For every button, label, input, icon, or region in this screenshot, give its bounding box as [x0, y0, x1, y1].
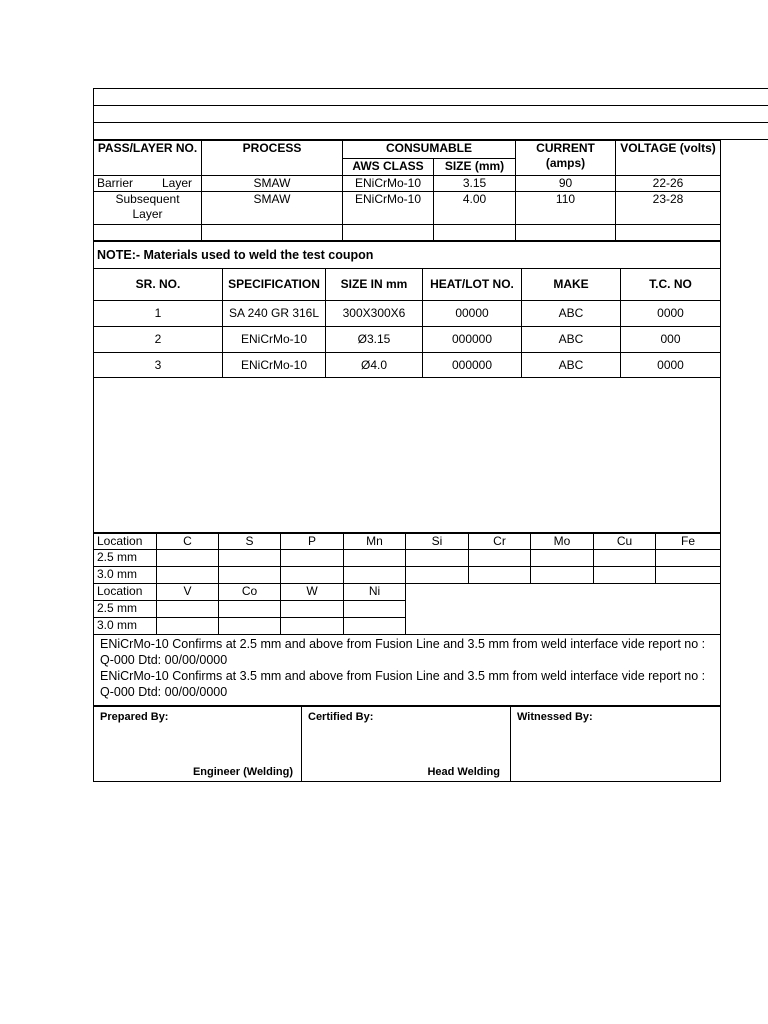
- location-cell: 2.5 mm: [94, 601, 157, 618]
- location-cell: 3.0 mm: [94, 567, 157, 584]
- empty-cell: [516, 225, 616, 241]
- header-current: CURRENT (amps): [516, 141, 616, 176]
- voltage-cell: 22-26: [616, 176, 721, 192]
- blank-row: [94, 89, 768, 106]
- size-cell: 4.00: [434, 192, 516, 225]
- test-report-sheet: [93, 88, 720, 782]
- prepared-by-role: Engineer (Welding): [192, 766, 293, 778]
- header-tc-no: T.C. NO: [621, 269, 721, 301]
- signature-table: [93, 706, 721, 782]
- heat-lot-cell: 00000: [423, 301, 522, 327]
- aws-class-cell: ENiCrMo-10: [343, 192, 434, 225]
- witnessed-by-cell: [511, 707, 721, 782]
- element-header: C: [157, 534, 219, 550]
- specification-cell: ENiCrMo-10: [223, 327, 326, 353]
- welding-parameters-table: [93, 88, 768, 140]
- element-header: V: [157, 584, 219, 601]
- element-header: S: [219, 534, 281, 550]
- header-process: PROCESS: [202, 141, 343, 176]
- sr-no-cell: 2: [94, 327, 223, 353]
- location-label: Location: [94, 534, 157, 550]
- header-size-in-mm: SIZE IN mm: [326, 269, 423, 301]
- current-cell: 110: [516, 192, 616, 225]
- size-cell: Ø3.15: [326, 327, 423, 353]
- element-header: P: [281, 534, 344, 550]
- location-label: Location: [94, 584, 157, 601]
- prepared-by-cell: [94, 707, 302, 782]
- size-cell: 300X300X6: [326, 301, 423, 327]
- header-consumable: CONSUMABLE: [343, 141, 516, 159]
- empty-cell: [202, 225, 343, 241]
- empty-cell: [94, 225, 202, 241]
- element-header: Mo: [531, 534, 594, 550]
- header-make: MAKE: [522, 269, 621, 301]
- table-row: [94, 176, 721, 192]
- blank-area: [94, 378, 721, 533]
- heat-lot-cell: 000000: [423, 327, 522, 353]
- materials-note: NOTE:- Materials used to weld the test coupon: [94, 242, 721, 269]
- element-header: Mn: [344, 534, 406, 550]
- empty-cell: [343, 225, 434, 241]
- element-header: Ni: [344, 584, 406, 601]
- certified-by-label: Certified By:: [308, 711, 374, 723]
- element-header: W: [281, 584, 344, 601]
- table-row: [94, 301, 721, 327]
- welding-parameters-grid: [93, 140, 721, 241]
- element-header: Cr: [469, 534, 531, 550]
- pass-layer-cell: Barrier Layer: [94, 176, 202, 192]
- tc-no-cell: 000: [621, 327, 721, 353]
- size-cell: 3.15: [434, 176, 516, 192]
- pass-layer-cell: Subsequent Layer: [94, 192, 202, 225]
- size-cell: Ø4.0: [326, 353, 423, 378]
- location-cell: 3.0 mm: [94, 618, 157, 635]
- voltage-cell: 23-28: [616, 192, 721, 225]
- blank-row: [94, 106, 768, 123]
- blank-row: [94, 123, 768, 140]
- materials-table: [93, 241, 721, 533]
- table-row: [94, 550, 721, 567]
- header-heat-lot-no: HEAT/LOT NO.: [423, 269, 522, 301]
- sr-no-cell: 3: [94, 353, 223, 378]
- make-cell: ABC: [522, 327, 621, 353]
- process-cell: SMAW: [202, 192, 343, 225]
- header-voltage: VOLTAGE (volts): [616, 141, 721, 176]
- heat-lot-cell: 000000: [423, 353, 522, 378]
- process-cell: SMAW: [202, 176, 343, 192]
- table-row: [94, 225, 721, 241]
- header-pass-layer: PASS/LAYER NO.: [94, 141, 202, 176]
- aws-class-cell: ENiCrMo-10: [343, 176, 434, 192]
- empty-cell: [434, 225, 516, 241]
- tc-no-cell: 0000: [621, 301, 721, 327]
- prepared-by-label: Prepared By:: [100, 711, 169, 723]
- element-header: Co: [219, 584, 281, 601]
- table-row: [94, 534, 721, 550]
- witnessed-by-label: Witnessed By:: [517, 711, 593, 723]
- make-cell: ABC: [522, 301, 621, 327]
- chemical-analysis-table: [93, 533, 721, 706]
- current-cell: 90: [516, 176, 616, 192]
- header-specification: SPECIFICATION: [223, 269, 326, 301]
- header-size-mm: SIZE (mm): [434, 159, 516, 176]
- header-sr-no: SR. NO.: [94, 269, 223, 301]
- certified-by-cell: [302, 707, 511, 782]
- element-header: Fe: [656, 534, 721, 550]
- table-row: [94, 584, 721, 601]
- remarks: [94, 635, 721, 706]
- table-row: [94, 567, 721, 584]
- table-row: [94, 327, 721, 353]
- make-cell: ABC: [522, 353, 621, 378]
- specification-cell: SA 240 GR 316L: [223, 301, 326, 327]
- tc-no-cell: 0000: [621, 353, 721, 378]
- blank-area: [406, 584, 721, 635]
- empty-cell: [616, 225, 721, 241]
- header-aws-class: AWS CLASS: [343, 159, 434, 176]
- element-header: Si: [406, 534, 469, 550]
- table-row: [94, 353, 721, 378]
- remark-line: ENiCrMo-10 Confirms at 3.5 mm and above from Fusion Line and 3.5 mm from weld interface vide report no : Q-000 Dtd: 00/00/0000: [100, 669, 706, 699]
- specification-cell: ENiCrMo-10: [223, 353, 326, 378]
- location-cell: 2.5 mm: [94, 550, 157, 567]
- element-header: Cu: [594, 534, 656, 550]
- table-row: [94, 192, 721, 225]
- sr-no-cell: 1: [94, 301, 223, 327]
- remark-line: ENiCrMo-10 Confirms at 2.5 mm and above from Fusion Line and 3.5 mm from weld interface vide report no : Q-000 Dtd: 00/00/0000: [100, 637, 706, 667]
- certified-by-role: Head Welding: [427, 766, 500, 778]
